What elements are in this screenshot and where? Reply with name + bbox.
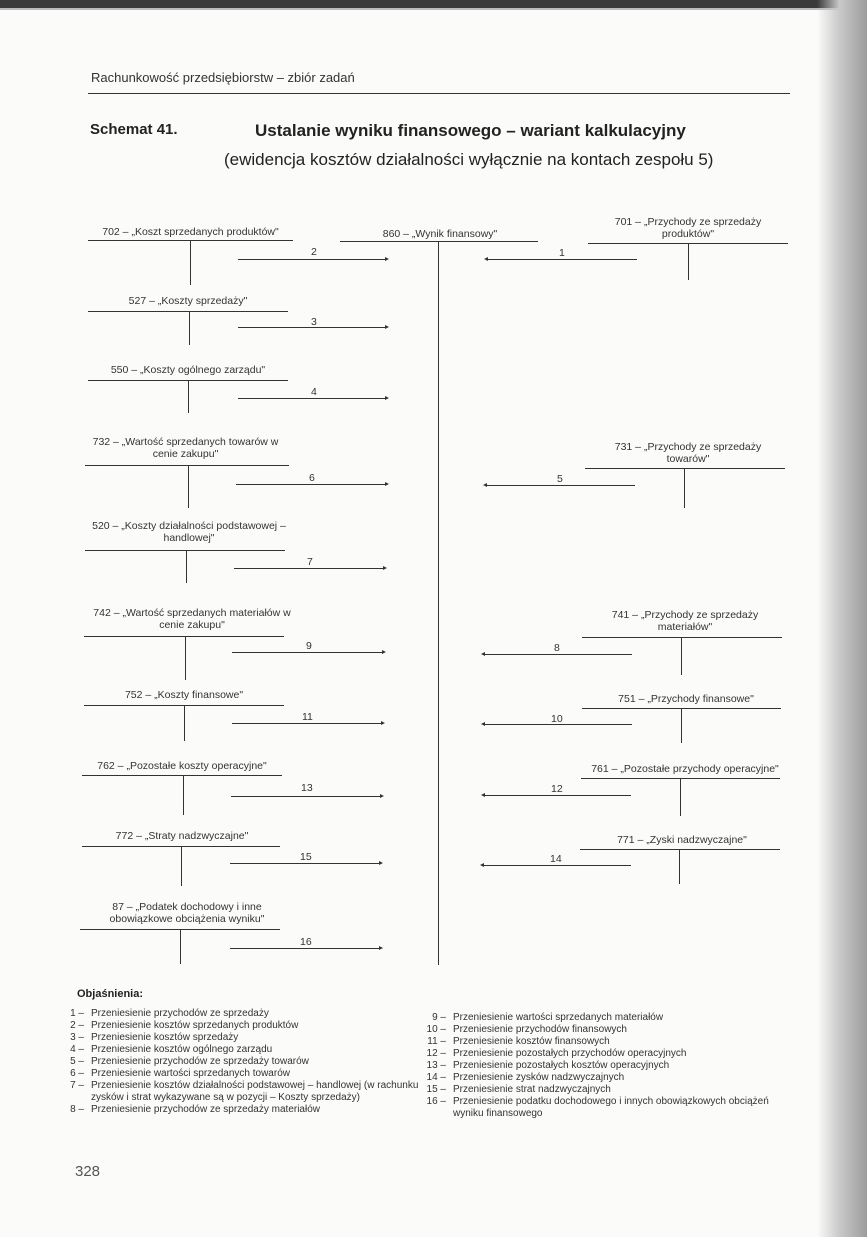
- account-771-divider: [679, 849, 680, 884]
- account-87-name: 87 – „Podatek dochodowy i inne obowiązkowe obciążenia wyniku": [109, 901, 265, 925]
- explanation-number: 16 –: [426, 1096, 446, 1107]
- explanation-item: [64, 1032, 422, 1044]
- explanation-item: [64, 1068, 422, 1080]
- header-rule: [88, 93, 790, 94]
- explanation-number: 3 –: [70, 1032, 84, 1043]
- explanation-number: 7 –: [70, 1080, 84, 1091]
- account-762-name: 762 – „Pozostałe koszty operacyjne": [97, 760, 267, 772]
- account-742-name: 742 – „Wartość sprzedanych materiałów w cenie zakupu": [93, 607, 291, 631]
- account-732-name: 732 – „Wartość sprzedanych towarów w cenie zakupu": [92, 436, 279, 460]
- flow-14-label: 14: [550, 853, 562, 865]
- account-520-divider: [186, 550, 187, 583]
- page-number: 328: [75, 1163, 101, 1180]
- flow-7-arrow: [234, 568, 384, 569]
- explanation-item: [426, 1036, 782, 1048]
- account-87-divider: [180, 929, 181, 964]
- account-527-line: [88, 311, 288, 312]
- account-771-line: [580, 849, 780, 850]
- explanation-item: [426, 1012, 782, 1024]
- explanation-number: 6 –: [70, 1068, 84, 1079]
- account-860-name: 860 – „Wynik finansowy": [382, 228, 498, 240]
- account-731-line: [585, 468, 785, 469]
- account-550-name: 550 – „Koszty ogólnego zarządu": [110, 364, 266, 376]
- flow-14-arrow: [483, 865, 631, 866]
- account-731-name: 731 – „Przychody ze sprzedaży towarów": [614, 441, 762, 465]
- explanation-item: [64, 1020, 422, 1032]
- account-762-line: [82, 775, 282, 776]
- account-772-name: 772 – „Straty nadzwyczajne": [115, 830, 249, 842]
- flow-2-label: 2: [311, 246, 317, 258]
- explanation-item: [426, 1096, 782, 1120]
- account-527-name: 527 – „Koszty sprzedaży": [128, 295, 248, 307]
- flow-6-arrow: [236, 484, 386, 485]
- account-761-divider: [680, 778, 681, 816]
- flow-6-label: 6: [309, 472, 315, 484]
- explanation-text: Przeniesienie podatku dochodowego i innych obowiązkowych obciążeń wyniku finansowego: [453, 1096, 769, 1119]
- account-860-divider: [438, 241, 439, 965]
- flow-11-label: 11: [302, 711, 313, 723]
- account-752-divider: [184, 705, 185, 741]
- flow-13-arrow: [231, 796, 381, 797]
- flow-4-arrow: [238, 398, 386, 399]
- explanation-number: 14 –: [426, 1072, 446, 1083]
- explanation-text: Przeniesienie pozostałych przychodów operacyjnych: [453, 1048, 687, 1059]
- flow-5-label: 5: [557, 473, 563, 485]
- flow-10-label: 10: [551, 713, 563, 725]
- page-top-edge-shadow: [0, 8, 867, 10]
- page-right-edge: [817, 0, 867, 1237]
- flow-12-label: 12: [551, 783, 563, 795]
- flow-15-arrow: [230, 863, 380, 864]
- explanations-right: [426, 1012, 782, 1120]
- explanation-number: 1 –: [70, 1008, 84, 1019]
- explanation-number: 2 –: [70, 1020, 84, 1031]
- account-771-name: 771 – „Zyski nadzwyczajne": [617, 834, 747, 846]
- explanation-text: Przeniesienie kosztów działalności podstawowej – handlowej (w rachunku zysków i strat wykazywane są w pozycji – Koszty sprzedaży): [91, 1080, 419, 1103]
- account-860-line: [340, 241, 538, 242]
- explanation-text: Przeniesienie kosztów sprzedanych produktów: [91, 1020, 299, 1031]
- explanation-text: Przeniesienie kosztów finansowych: [453, 1036, 610, 1047]
- flow-1-label: 1: [559, 247, 565, 259]
- explanation-number: 13 –: [426, 1060, 446, 1071]
- explanation-item: [64, 1104, 422, 1116]
- flow-9-arrow: [232, 652, 383, 653]
- account-702-divider: [190, 240, 191, 285]
- schema-title: Ustalanie wyniku finansowego – wariant kalkulacyjny: [255, 121, 686, 140]
- explanation-number: 9 –: [432, 1012, 446, 1023]
- account-741-divider: [681, 637, 682, 675]
- flow-2-arrow: [238, 259, 386, 260]
- account-751-name: 751 – „Przychody finansowe": [618, 693, 754, 705]
- explanation-text: Przeniesienie pozostałych kosztów operacyjnych: [453, 1060, 670, 1071]
- running-header: Rachunkowość przedsiębiorstw – zbiór zadań: [91, 70, 355, 85]
- explanation-number: 5 –: [70, 1056, 84, 1067]
- flow-8-label: 8: [554, 642, 560, 654]
- explanation-text: Przeniesienie przychodów ze sprzedaży materiałów: [91, 1104, 320, 1115]
- flow-8-arrow: [484, 654, 632, 655]
- page-top-edge: [0, 0, 867, 8]
- explanation-item: [426, 1060, 782, 1072]
- explanation-item: [426, 1084, 782, 1096]
- account-702-name: 702 – „Koszt sprzedanych produktów": [102, 226, 279, 238]
- explanation-number: 12 –: [426, 1048, 446, 1059]
- account-550-divider: [188, 380, 189, 413]
- account-761-name: 761 – „Pozostałe przychody operacyjne": [591, 763, 779, 775]
- explanation-text: Przeniesienie przychodów finansowych: [453, 1024, 627, 1035]
- account-742-divider: [185, 636, 186, 680]
- explanation-text: Przeniesienie przychodów ze sprzedaży: [91, 1008, 269, 1019]
- account-762-divider: [183, 775, 184, 815]
- account-751-divider: [681, 708, 682, 743]
- explanation-text: Przeniesienie strat nadzwyczajnych: [453, 1084, 611, 1095]
- explanation-number: 8 –: [70, 1104, 84, 1115]
- account-527-divider: [189, 311, 190, 345]
- explanation-text: Przeniesienie wartości sprzedanych towarów: [91, 1068, 290, 1079]
- account-752-name: 752 – „Koszty finansowe": [124, 689, 244, 701]
- flow-9-label: 9: [306, 640, 312, 652]
- account-772-divider: [181, 846, 182, 886]
- explanations-left: [64, 1008, 422, 1116]
- account-732-line: [85, 465, 289, 466]
- explanation-item: [64, 1008, 422, 1020]
- flow-11-arrow: [232, 723, 382, 724]
- explanation-number: 4 –: [70, 1044, 84, 1055]
- explanation-text: Przeniesienie kosztów sprzedaży: [91, 1032, 239, 1043]
- flow-15-label: 15: [300, 851, 312, 863]
- explanation-text: Przeniesienie przychodów ze sprzedaży towarów: [91, 1056, 309, 1067]
- flow-5-arrow: [486, 485, 635, 486]
- account-701-name: 701 – „Przychody ze sprzedaży produktów": [614, 216, 762, 240]
- explanation-number: 10 –: [426, 1024, 446, 1035]
- account-701-divider: [688, 243, 689, 280]
- flow-3-label: 3: [311, 316, 317, 328]
- explanation-number: 15 –: [426, 1084, 446, 1095]
- explanation-item: [426, 1024, 782, 1036]
- flow-16-label: 16: [300, 936, 312, 948]
- schema-subtitle: (ewidencja kosztów działalności wyłącznie na kontach zespołu 5): [224, 150, 714, 169]
- flow-7-label: 7: [307, 556, 313, 568]
- explanation-text: Przeniesienie zysków nadzwyczajnych: [453, 1072, 625, 1083]
- explanation-item: [64, 1080, 422, 1104]
- explanations-heading: Objaśnienia:: [77, 988, 144, 1000]
- explanation-item: [64, 1044, 422, 1056]
- explanation-text: Przeniesienie kosztów ogólnego zarządu: [91, 1044, 273, 1055]
- account-741-name: 741 – „Przychody ze sprzedaży materiałów": [611, 609, 759, 633]
- explanation-item: [426, 1048, 782, 1060]
- account-741-line: [582, 637, 782, 638]
- flow-1-arrow: [487, 259, 637, 260]
- explanation-item: [64, 1056, 422, 1068]
- schema-label: Schemat 41.: [90, 121, 178, 138]
- explanation-number: 11 –: [427, 1036, 446, 1047]
- explanation-text: Przeniesienie wartości sprzedanych materiałów: [453, 1012, 664, 1023]
- account-520-line: [85, 550, 285, 551]
- explanation-item: [426, 1072, 782, 1084]
- account-742-line: [84, 636, 284, 637]
- flow-16-arrow: [230, 948, 380, 949]
- account-731-divider: [684, 468, 685, 508]
- account-520-name: 520 – „Koszty działalności podstawowej – handlowej": [92, 520, 286, 544]
- flow-12-arrow: [484, 795, 631, 796]
- account-732-divider: [188, 465, 189, 508]
- flow-4-label: 4: [311, 386, 317, 398]
- flow-13-label: 13: [301, 782, 313, 794]
